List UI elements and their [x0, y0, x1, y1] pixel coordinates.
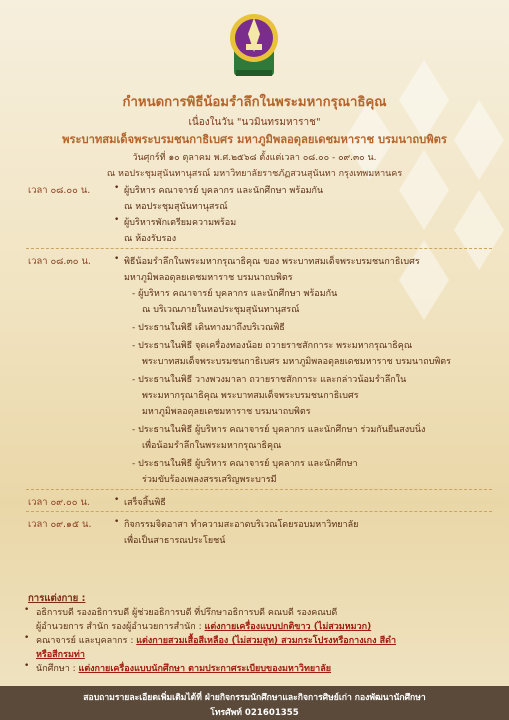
schedule-subitem: - ประธานในพิธี จุดเครื่องทองน้อย ถวายราชสักการะ พระมหากรุณาธิคุณ [132, 341, 413, 351]
dress-staff [36, 633, 396, 647]
bullet-icon: • [114, 495, 120, 505]
bullet-icon: • [114, 183, 120, 193]
schedule-time: เวลา ๐๘.๓๐ น. [28, 256, 91, 267]
occasion-line: เนื่องในวัน "นวมินทรมหาราช" [188, 117, 321, 128]
schedule-subitem: - ประธานในพิธี ผู้บริหาร คณาจารย์ บุคลากร และนักศึกษา ร่วมกันยืนสงบนิ่ง [132, 425, 426, 435]
schedule-time: เวลา ๐๘.๐๐ น. [28, 185, 91, 196]
bullet-icon: • [114, 517, 120, 527]
dress-code-heading: การแต่งกาย : [28, 593, 86, 604]
divider [26, 511, 492, 512]
dress-staff-attire-2: หรือสีกรมท่า [36, 650, 85, 660]
dress-students [36, 661, 331, 675]
divider [26, 489, 492, 490]
schedule-subitem: พระมหากรุณาธิคุณ พระบาทสมเด็จพระบรมชนกาธิเบศร [142, 391, 359, 401]
bullet-icon: • [24, 661, 30, 671]
bullet-icon: • [114, 254, 120, 264]
venue-line: ณ หอประชุมสุนันทานุสรณ์ มหาวิทยาลัยราชภัฏสวนสุนันทา กรุงเทพมหานคร [106, 169, 403, 179]
schedule-item: กิจกรรมจิตอาสา ทำความสะอาดบริเวณโดยรอบมหาวิทยาลัย [124, 520, 359, 530]
dress-executives-attire: แต่งกายเครื่องแบบปกติขาว (ไม่สวมหมวก) [204, 622, 372, 632]
schedule-subitem: - ประธานในพิธี วางพวงมาลา ถวายราชสักการะ และกล่าวน้อมรำลึกใน [132, 375, 407, 385]
schedule-subitem: - ประธานในพิธี ผู้บริหาร คณาจารย์ บุคลากร และนักศึกษา [132, 459, 358, 469]
contact-footer [0, 686, 509, 720]
royal-name: พระบาทสมเด็จพระบรมชนกาธิเบศร มหาภูมิพลอดุลยเดชมหาราช บรมนาถบพิตร [62, 133, 447, 146]
dress-executives-line2 [36, 619, 371, 633]
schedule-time: เวลา ๐๙.๑๕ น. [28, 519, 92, 530]
dress-staff-label: คณาจารย์ และบุคลากร : [36, 636, 137, 646]
schedule-item: ผู้บริหารพักเตรียมความพร้อม [124, 218, 237, 228]
schedule-subitem: ร่วมขับร้องเพลงสรรเสริญพระบารมี [142, 475, 277, 485]
schedule-subitem: - ประธานในพิธี เดินทางมาถึงบริเวณพิธี [132, 323, 285, 333]
schedule-subitem: - ผู้บริหาร คณาจารย์ บุคลากร และนักศึกษา พร้อมกัน [132, 289, 338, 299]
dress-students-attire: แต่งกายเครื่องแบบนักศึกษา ตามประกาศระเบียบของมหาวิทยาลัย [78, 664, 332, 674]
schedule-item: ผู้บริหาร คณาจารย์ บุคลากร และนักศึกษา พร้อมกัน [124, 186, 324, 196]
university-emblem-icon [226, 4, 282, 82]
schedule-item: มหาภูมิพลอดุลยเดชมหาราช บรมนาถบพิตร [124, 273, 293, 283]
schedule-time: เวลา ๐๙.๐๐ น. [28, 497, 90, 508]
schedule-item: เพื่อเป็นสาธารณประโยชน์ [124, 536, 226, 546]
schedule-subitem: มหาภูมิพลอดุลยเดชมหาราช บรมนาถบพิตร [142, 407, 311, 417]
date-line: วันศุกร์ที่ ๑๐ ตุลาคม พ.ศ.๒๕๖๘ ตั้งแต่เวลา ๐๘.๐๐ - ๐๙.๓๐ น. [132, 153, 377, 163]
footer-contact: สอบถามรายละเอียดเพิ่มเติมได้ที่ ฝ่ายกิจกรรมนักศึกษาและกิจการศิษย์เก่า กองพัฒนานักศึกษา [83, 693, 426, 703]
dress-students-label: นักศึกษา : [36, 664, 79, 674]
divider [26, 248, 492, 249]
schedule-subitem: พระบาทสมเด็จพระบรมชนกาธิเบศร มหาภูมิพลอดุลยเดชมหาราช บรมนาถบพิตร [142, 357, 451, 367]
dress-staff-line2 [36, 647, 85, 661]
bullet-icon: • [24, 633, 30, 643]
schedule-subitem: ณ บริเวณภายในหอประชุมสุนันทานุสรณ์ [142, 305, 300, 315]
schedule-subitem: เพื่อน้อมรำลึกในพระมหากรุณาธิคุณ [142, 441, 282, 451]
schedule-item: เสร็จสิ้นพิธี [124, 498, 166, 508]
bullet-icon: • [24, 605, 30, 615]
schedule-item: พิธีน้อมรำลึกในพระมหากรุณาธิคุณ ของ พระบาทสมเด็จพระบรมชนกาธิเบศร [124, 257, 420, 267]
schedule-item: ณ ห้องรับรอง [124, 234, 177, 244]
dress-executives: อธิการบดี รองอธิการบดี ผู้ช่วยอธิการบดี ที่ปรึกษาอธิการบดี คณบดี รองคณบดี [36, 608, 338, 618]
dress-executives-label: ผู้อำนวยการ สำนัก รองผู้อำนวยการสำนัก : [36, 622, 205, 632]
schedule-item: ณ หอประชุมสุนันทานุสรณ์ [124, 202, 228, 212]
bullet-icon: • [114, 215, 120, 225]
footer-phone: โทรศัพท์ 021601355 [210, 708, 299, 718]
dress-staff-attire: แต่งกายสวมเสื้อสีเหลือง (ไม่สวมสูท) สวมกระโปรงหรือกางเกง สีดำ [136, 636, 397, 646]
page-title: กำหนดการพิธีน้อมรำลึกในพระมหากรุณาธิคุณ [122, 95, 387, 110]
